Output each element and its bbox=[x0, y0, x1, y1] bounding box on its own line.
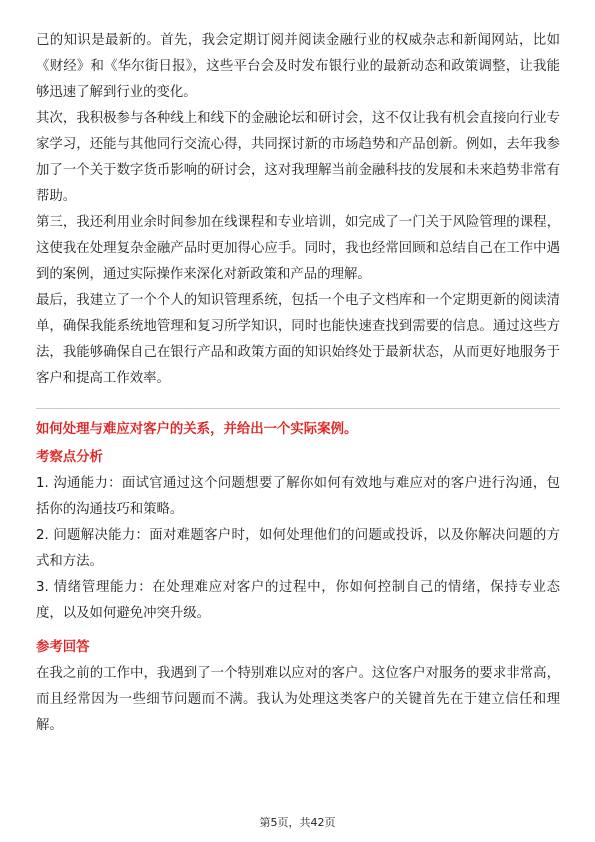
answer-heading: 参考回答 bbox=[36, 640, 90, 655]
page-number: 第5页，共42页 bbox=[259, 816, 336, 829]
analysis-item-problem-solving: 2. 问题解决能力：面对难题客户时，如何处理他们的问题或投诉，以及你解决问题的方式和方法。 bbox=[36, 528, 560, 569]
answer-text: 在我之前的工作中，我遇到了一个特别难以应对的客户。这位客户对服务的要求非常高，而且经常因为一些细节问题而不满。我认为处理这类客户的关键首先在于建立信任和理解。 bbox=[36, 666, 560, 733]
question-title: 如何处理与难应对客户的关系，并给出一个实际案例。 bbox=[36, 422, 358, 437]
analysis-item-communication: 1. 沟通能力：面试官通过这个问题想要了解你如何有效地与难应对的客户进行沟通，包括你的沟通技巧和策略。 bbox=[36, 476, 560, 517]
document-page bbox=[36, 28, 560, 739]
section-divider bbox=[36, 408, 560, 409]
analysis-item-emotion-management: 3. 情绪管理能力：在处理难应对客户的过程中，你如何控制自己的情绪，保持专业态度，以及如何避免冲突升级。 bbox=[36, 580, 560, 621]
paragraph-forums-seminars: 其次，我积极参与各种线上和线下的金融论坛和研讨会，这不仅让我有机会直接向行业专家学习，还能与其他同行交流心得，共同探讨新的市场趋势和产品创新。例如，去年我参加了一个关于数字货币影响的研讨会，这对我理解当前金融科技的发展和未来趋势非常有帮助。 bbox=[36, 111, 560, 204]
paragraph-online-courses: 第三，我还利用业余时间参加在线课程和专业培训，如完成了一门关于风险管理的课程，这使我在处理复杂金融产品时更加得心应手。同时，我也经常回顾和总结自己在工作中遇到的案例，通过实际操作来深化对新政策和产品的理解。 bbox=[36, 215, 560, 282]
paragraph-knowledge-up-to-date: 己的知识是最新的。首先，我会定期订阅并阅读金融行业的权威杂志和新闻网站，比如《财经》和《华尔街日报》，这些平台会及时发布银行业的最新动态和政策调整，让我能够迅速了解到行业的变化。 bbox=[36, 33, 560, 100]
analysis-heading: 考察点分析 bbox=[36, 450, 103, 465]
paragraph-knowledge-system: 最后，我建立了一个个人的知识管理系统，包括一个电子文档库和一个定期更新的阅读清单，确保我能系统地管理和复习所学知识，同时也能快速查找到需要的信息。通过这些方法，我能够确保自己在银行产品和政策方面的知识始终处于最新状态，从而更好地服务于客户和提高工作效率。 bbox=[36, 293, 560, 386]
